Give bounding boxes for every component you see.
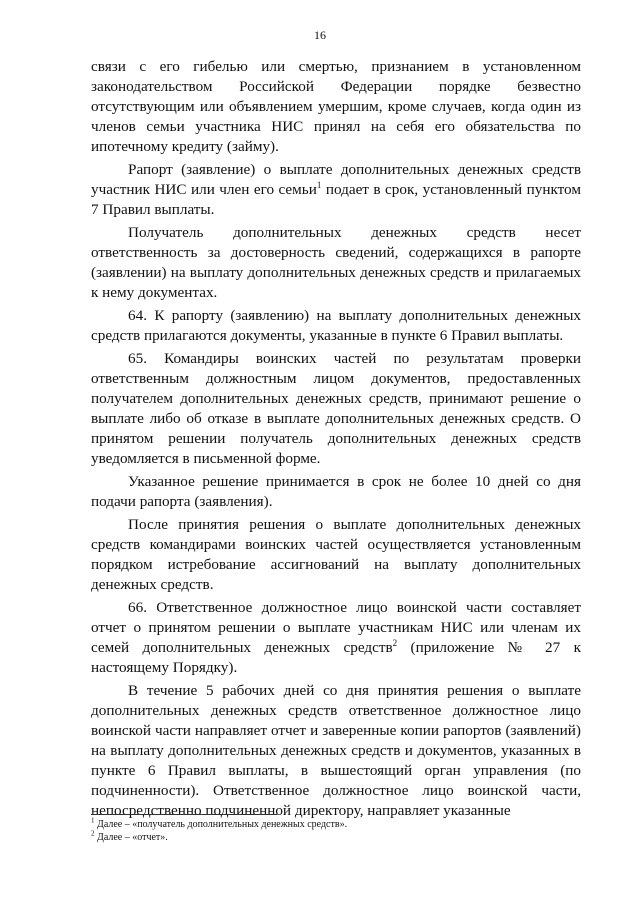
paragraph: В течение 5 рабочих дней со дня принятия решения о выплате дополнительных денежных средств ответственное должностное лицо воинской части направляет отчет и заверенные копии рапортов (заявлений) на выплату дополнительных денежных средств и документов, указанных в пункте 6 Правил выплаты, в вышестоящий орган управления (по подчиненности). Ответственное должностное лицо воинской части, непосредственно подчиненной директору, направляет указанные	[91, 682, 581, 819]
page-number: 16	[314, 28, 326, 42]
paragraph: связи с его гибелью или смертью, признанием в установленном законодательством Российской Федерации порядке безвестно отсутствующим или объявлением умершим, кроме случаев, когда один из членов семьи участника НИС принял на себя его обязательства по ипотечному кредиту (займу).	[91, 58, 581, 155]
paragraph: 64. К рапорту (заявлению) на выплату дополнительных денежных средств прилагаются документы, указанные в пункте 6 Правил выплаты.	[91, 307, 581, 344]
paragraph: После принятия решения о выплате дополнительных денежных средств командирами воинских частей осуществляется установленным порядком истребование ассигнований на выплату дополнительных денежных средств.	[91, 516, 581, 593]
footnote-divider	[91, 814, 277, 815]
footnote: $^1$ Далее – «получатель дополнительных денежных средств».	[91, 816, 348, 830]
footnote-ref: 1	[316, 179, 322, 190]
paragraph: 66. Ответственное должностное лицо воинской части составляет отчет о принятом решении о выплате участникам НИС или членам их семей дополнительных денежных средств$^2$ (приложение № 27 к настоящему Порядку).	[91, 599, 581, 676]
paragraph: 65. Командиры воинских частей по результатам проверки ответственным должностным лицом документов, предоставленных получателем дополнительных денежных средств, принимают решение о выплате либо об отказе в выплате дополнительных денежных средств. О принятом решении получатель дополнительных денежных средств уведомляется в письменной форме.	[91, 350, 581, 467]
footnotes	[91, 818, 581, 844]
paragraph: Получатель дополнительных денежных средств несет ответственность за достоверность сведений, содержащихся в рапорте (заявлении) на выплату дополнительных денежных средств и прилагаемых к нему документах.	[91, 224, 581, 301]
paragraph: Рапорт (заявление) о выплате дополнительных денежных средств участник НИС или член его семьи$^1$ подает в срок, установленный пунктом 7 Правил выплаты.	[91, 161, 581, 218]
body-text	[91, 57, 581, 821]
footnote-ref: 2	[392, 637, 398, 648]
paragraph: Указанное решение принимается в срок не более 10 дней со дня подачи рапорта (заявления).	[91, 473, 581, 510]
footnote: $^2$ Далее – «отчет».	[91, 829, 168, 843]
